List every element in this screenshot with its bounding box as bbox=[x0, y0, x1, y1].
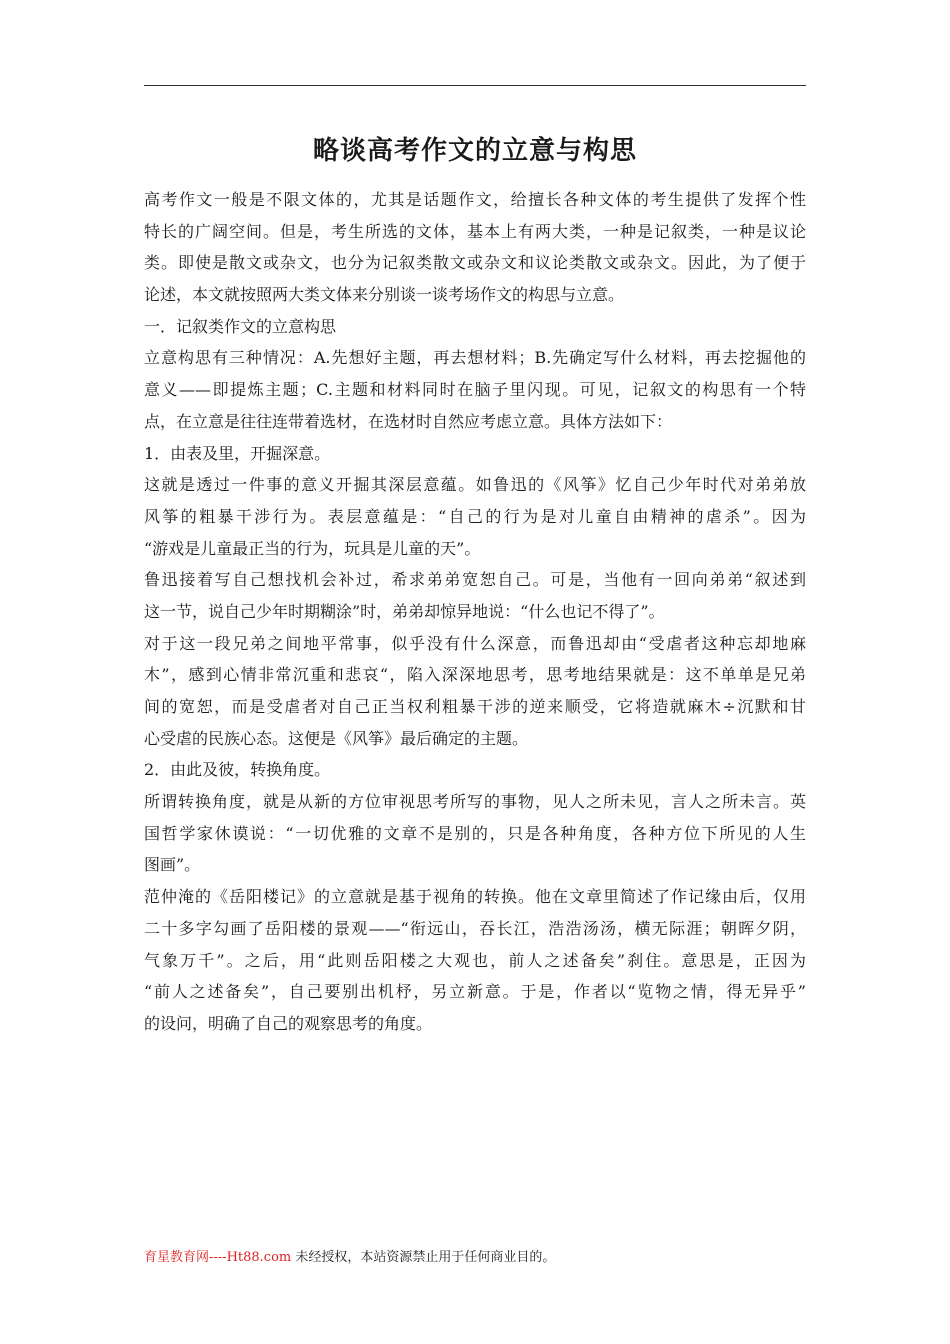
text-line: 对于这一段兄弟之间地平常事，似乎没有什么深意，而鲁迅却由“受虐者这种忘却地麻 bbox=[144, 633, 806, 653]
text-line: 木”，感到心情非常沉重和悲哀“，陷入深深地思考，思考地结果就是：这不单单是兄弟 bbox=[144, 665, 806, 685]
text-line: 1．由表及里，开掘深意。 bbox=[144, 443, 331, 463]
text-line: “游戏是儿童最正当的行为，玩具是儿童的天”。 bbox=[144, 538, 481, 558]
text-line: 立意构思有三种情况：A.先想好主题，再去想材料；B.先确定写什么材料，再去挖掘他的 bbox=[144, 348, 806, 368]
text-line: 这就是透过一件事的意义开掘其深层意蕴。如鲁迅的《风筝》忆自己少年时代对弟弟放 bbox=[144, 475, 806, 495]
page-title: 略谈高考作文的立意与构思 bbox=[312, 136, 637, 166]
text-line: 点，在立意是往往连带着选材，在选材时自然应考虑立意。具体方法如下： bbox=[144, 411, 673, 431]
footer-brand-link[interactable]: 育星教育网----Ht88.com bbox=[144, 1250, 292, 1265]
page-footer bbox=[144, 1246, 555, 1265]
text-line: 国哲学家休谟说：“一切优雅的文章不是别的，只是各种角度，各种方位下所见的人生 bbox=[144, 823, 806, 843]
text-line: 这一节，说自己少年时期糊涂”时，弟弟却惊异地说：“什么也记不得了”。 bbox=[144, 601, 665, 621]
header-rule bbox=[144, 85, 806, 86]
text-line: 特长的广阔空间。但是，考生所选的文体，基本上有两大类，一种是记叙类，一种是议论 bbox=[144, 221, 806, 241]
text-line: 风筝的粗暴干涉行为。表层意蕴是：“自己的行为是对儿童自由精神的虐杀”。因为 bbox=[144, 506, 806, 526]
footer-notice: 未经授权，本站资源禁止用于任何商业目的。 bbox=[291, 1250, 556, 1265]
text-line: 的设问，明确了自己的观察思考的角度。 bbox=[144, 1013, 433, 1033]
text-line: 2．由此及彼，转换角度。 bbox=[144, 760, 331, 780]
text-line: 间的宽恕，而是受虐者对自己正当权利粗暴干涉的逆来顺受，它将造就麻木÷沉默和甘 bbox=[144, 697, 806, 716]
text-line: 范仲淹的《岳阳楼记》的立意就是基于视角的转换。他在文章里简述了作记缘由后，仅用 bbox=[144, 887, 806, 907]
text-line: 意义——即提炼主题；C.主题和材料同时在脑子里闪现。可见，记叙文的构思有一个特 bbox=[144, 380, 806, 400]
text-line: 所谓转换角度，就是从新的方位审视思考所写的事物，见人之所未见，言人之所未言。英 bbox=[144, 792, 806, 812]
text-line: “前人之述备矣”，自己要别出机杼，另立新意。于是，作者以“览物之情，得无异乎” bbox=[144, 982, 806, 1002]
text-line: 高考作文一般是不限文体的，尤其是话题作文，给擅长各种文体的考生提供了发挥个性 bbox=[144, 190, 806, 209]
text-line: 鲁迅接着写自己想找机会补过，希求弟弟宽恕自己。可是，当他有一回向弟弟“叙述到 bbox=[144, 570, 806, 590]
article-body bbox=[144, 184, 806, 1040]
text-line: 二十多字勾画了岳阳楼的景观——“衔远山，吞长江，浩浩汤汤，横无际涯；朝晖夕阴， bbox=[144, 918, 806, 938]
text-line: 论述，本文就按照两大类文体来分别谈一谈考场作文的构思与立意。 bbox=[144, 285, 625, 305]
text-line: 心受虐的民族心态。这便是《风筝》最后确定的主题。 bbox=[144, 728, 529, 748]
text-line: 图画”。 bbox=[144, 855, 201, 875]
text-line: 气象万千”。之后，用“此则岳阳楼之大观也，前人之述备矣”刹住。意思是，正因为 bbox=[144, 950, 806, 970]
text-line: 一．记叙类作文的立意构思 bbox=[144, 316, 337, 336]
text-line: 类。即使是散文或杂文，也分为记叙类散文或杂文和议论类散文或杂文。因此，为了便于 bbox=[144, 253, 806, 273]
